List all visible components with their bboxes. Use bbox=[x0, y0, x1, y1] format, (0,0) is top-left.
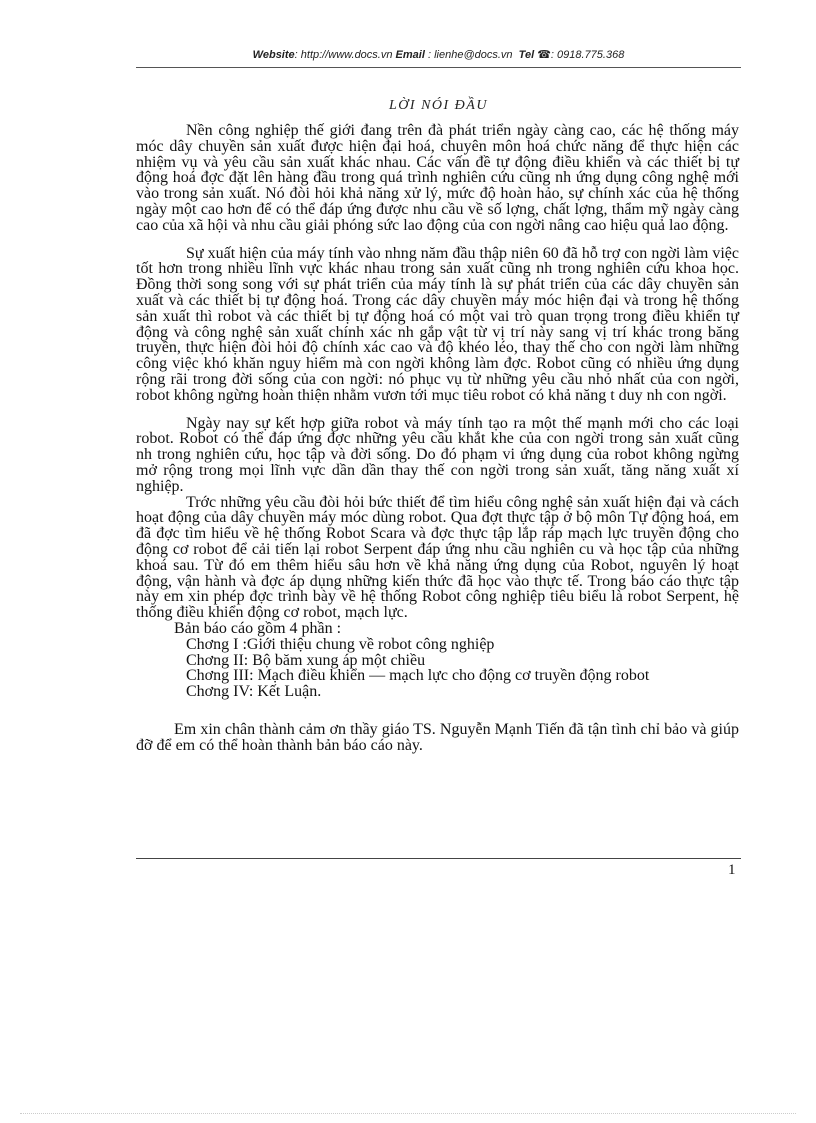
header-divider bbox=[136, 67, 741, 68]
email-label: Email bbox=[395, 49, 425, 61]
paragraph-1: Nền công nghiệp thế giới đang trên đà phát triển ngày càng cao, các hệ thống máy móc dây chuyền sản xuất được hiện đại hoá, chuyên môn hoá chức năng để thực hiện các nhiệm vụ và yêu cầu sản xuất khác nhau. Các vấn đề tự động điều khiển và các thiết bị tự động hoá đợc đặt lên hàng đầu trong quá trình nghiên cứu cũng nh ứng dụng công nghệ mới vào trong sản xuất. Nó đòi hỏi khả năng xử lý, mức độ hoàn hảo, sự chính xác của hệ thống ngày một cao hơn để có thể đáp ứng được nhu cầu về số lợng, chất lợng, thẩm mỹ ngày càng cao của xã hội và nhu cầu giải phóng sức lao động của con ngời nâng cao hiệu quả lao động. bbox=[136, 122, 739, 234]
tel-value: : 0918.775.368 bbox=[550, 49, 625, 61]
website-label: Website bbox=[252, 49, 295, 61]
document-body bbox=[136, 123, 739, 753]
page-title: LỜI NÓI ĐẦU bbox=[389, 98, 488, 113]
footer-divider bbox=[136, 858, 741, 859]
paragraph-4: Trớc những yêu cầu đòi hỏi bức thiết để tìm hiểu công nghệ sản xuất hiện đại và cách hoạt động của dây chuyền máy móc dùng robot. Qua đợt thực tập ở bộ môn Tự động hoá, em đã đợc tìm hiểu về hệ thống Robot Scara và đợc thực tập lắp ráp mạch lực truyền động cho động cơ robot để cải tiến lại robot Serpent đáp ứng nhu cầu nghiên cu và học tập của những khoá sau. Từ đó em thêm hiểu sâu hơn về khả năng ứng dụng của Robot, nguyên lý hoạt động, vận hành và đợc áp dụng những kiến thức đã học vào thực tế. Trong báo cáo thực tập này em xin phép đợc trình bày về hệ thống Robot công nghiệp tiêu biểu là robot Serpent, hệ thống điều khiển động cơ robot, mạch lực. bbox=[136, 493, 739, 622]
closing-paragraph: Em xin chân thành cảm ơn thầy giáo TS. Nguyễn Mạnh Tiến đã tận tình chỉ bảo và giúp đỡ để em có thể hoàn thành bản báo cáo này. bbox=[136, 720, 739, 754]
page-bottom-edge bbox=[20, 1113, 796, 1114]
tel-label: Tel bbox=[518, 49, 535, 61]
chapter-item-2: Chơng II: Bộ băm xung áp một chiều bbox=[186, 651, 426, 669]
paragraph-3: Ngày nay sự kết hợp giữa robot và máy tính tạo ra một thế mạnh mới cho các loại robot. Robot có thể đáp ứng đợc những yêu cầu khắt khe của con ngời trong sản xuất cũng nh trong nghiên cứu, học tập và đời sống. Do đó phạm vi ứng dụng của robot không ngừng mở rộng trong mọi lĩnh vực dần dần thay thế con ngời trong sản xuất, tăng năng xuất xí nghiệp. bbox=[136, 414, 739, 495]
chapter-item-1: Chơng I :Giới thiệu chung về robot công nghiệp bbox=[186, 635, 495, 653]
paragraph-2: Sự xuất hiện của máy tính vào nhng năm đầu thập niên 60 đã hỗ trợ con ngời làm việc tốt hơn trong nhiều lĩnh vực khác nhau trong sản xuất cũng nh trong nghiên cứu khoa học. Đồng thời song song với sự phát triển của máy tính là sự phát triển của các dây chuyền sản xuất và các thiết bị tự động hoá. Trong các dây chuyền máy móc hiện đại và trong hệ thống sản xuất thì robot và các thiết bị tự động hoá có một vai trò quan trọng trong điều khiển tự động và công nghệ sản xuất chính xác nh gắp vật từ vị trí này sang vị trí khác trong băng truyền, thực hiện đòi hỏi độ chính xác cao và độ khéo léo, thay thế cho con ngời làm những công việc khó khăn nguy hiểm mà con ngời không làm đợc. Robot cũng có nhiều ứng dụng rộng rãi trong đời sống của con ngời: nó phục vụ từ những yêu cầu nhỏ nhất của con ngời, robot không ngừng hoàn thiện nhằm vươn tới mục tiêu robot có khả năng t duy nh con ngời. bbox=[136, 244, 739, 404]
website-value[interactable]: : http://www.docs.vn bbox=[294, 49, 393, 61]
chapter-item-4: Chơng IV: Kết Luận. bbox=[186, 683, 322, 701]
chapter-outline bbox=[136, 621, 739, 700]
chapter-item-3: Chơng III: Mạch điều khiển — mạch lực cho động cơ truyền động robot bbox=[186, 667, 650, 685]
phone-icon: ☎ bbox=[537, 49, 551, 61]
page-number: 1 bbox=[728, 862, 736, 878]
page-header bbox=[136, 48, 741, 61]
outline-intro: Bản báo cáo gồm 4 phần : bbox=[174, 619, 342, 637]
email-value[interactable]: : lienhe@docs.vn bbox=[427, 49, 513, 61]
